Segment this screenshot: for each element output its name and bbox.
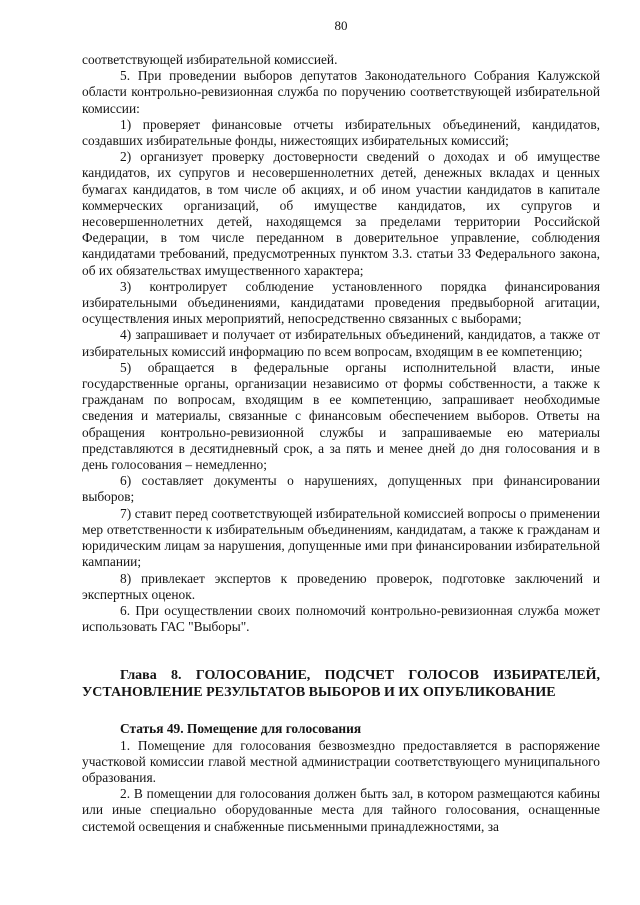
paragraph: 5) обращается в федеральные органы исполнительной власти, иные государственные органы, организации независимо от формы собственности, а также к гражданам по вопросам, входящим в ее компетенцию, запрашивает необходимые сведения и материалы, связанные с финансовым обеспечением выборов. Ответы на обращения контрольно-ревизионной службы и запрашиваемые ею материалы представляются в десятидневный срок, а за пять и менее дней до дня голосования и в день голосования – немедленно; [82,359,600,473]
paragraph: 8) привлекает экспертов к проведению проверок, подготовке заключений и экспертных оценок. [82,570,600,602]
body-text-top [82,52,600,635]
paragraph: 4) запрашивает и получает от избирательных объединений, кандидатов, а также от избирательных комиссий информацию по всем вопросам, входящим в ее компетенцию; [82,327,600,359]
paragraph: 2. В помещении для голосования должен быть зал, в котором размещаются кабины или иные специально оборудованные места для тайного голосования, оснащенные системой освещения и снабженные письменными принадлежностями, за [82,786,600,834]
chapter-heading: Глава 8. ГОЛОСОВАНИЕ, ПОДСЧЕТ ГОЛОСОВ ИЗБИРАТЕЛЕЙ, УСТАНОВЛЕНИЕ РЕЗУЛЬТАТОВ ВЫБОРОВ И ИХ ОПУБЛИКОВАНИЕ [82,668,600,701]
paragraph: 7) ставит перед соответствующей избирательной комиссией вопросы о применении мер ответственности к избирательным объединениям, кандидатам, а также к гражданам и юридическим лицам за нарушения, допущенные ими при финансировании избирательной кампании; [82,505,600,570]
paragraph: 1. Помещение для голосования безвозмездно предоставляется в распоряжение участковой комиссии главой местной администрации соответствующего муниципального образования. [82,737,600,785]
paragraph: 6. При осуществлении своих полномочий контрольно-ревизионная служба может использовать ГАС "Выборы". [82,602,600,635]
paragraph: 6) составляет документы о нарушениях, допущенных при финансировании выборов; [82,473,600,505]
paragraph: 5. При проведении выборов депутатов Законодательного Собрания Калужской области контрольно-ревизионная служба по поручению соответствующей избирательной комиссии: [82,68,600,116]
page-number: 80 [334,18,348,33]
article-title: Статья 49. Помещение для голосования [120,721,362,737]
paragraph: 2) организует проверку достоверности сведений о доходах и об имуществе кандидатов, их супругов и несовершеннолетних детей, денежных вкладах и ценных бумагах кандидатов, в том числе об акциях, и об ином участии кандидатов в капитале коммерческих организаций, об имуществе кандидатов, их супругов и несовершеннолетних детей, находящемся за пределами территории Российской Федерации, в том числе переданном в доверительное управление, соблюдения кандидатами требований, предусмотренных пунктом 3.3. статьи 33 Федерального закона, об их обязательствах имущественного характера; [82,149,600,278]
body-text-bottom [82,738,600,835]
paragraph: 3) контролирует соблюдение установленного порядка финансирования избирательными объединениями, кандидатами проведения предвыборной агитации, осуществления иных мероприятий, непосредственно связанных с выборами; [82,278,600,327]
paragraph: соответствующей избирательной комиссией. [82,52,338,67]
paragraph: 1) проверяет финансовые отчеты избирательных объединений, кандидатов, создавших избирательные фонды, нижестоящих избирательных комиссий; [82,116,600,149]
